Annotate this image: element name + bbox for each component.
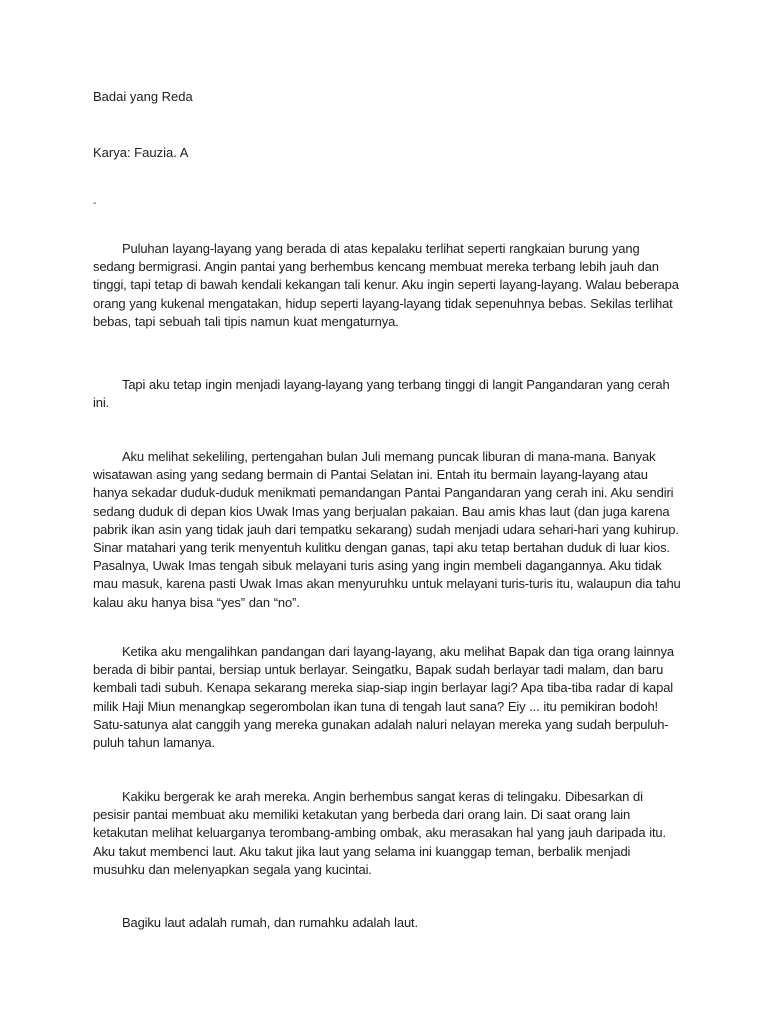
paragraph-2: Tapi aku tetap ingin menjadi layang-layang yang terbang tinggi di langit Pangandaran yang cerah ini. (93, 377, 670, 411)
author-line: Karya: Fauzia. A (93, 145, 189, 160)
paragraph-3: Aku melihat sekeliling, pertengahan bulan Juli memang puncak liburan di mana-mana. Banyak wisatawan asing yang sedang bermain di Pantai Selatan ini. Entah itu bermain layang-layang atau hanya sekadar duduk-duduk menikmati pemandangan Pantai Pangandaran yang cerah ini. Aku sendiri sedang duduk di depan kios Uwak Imas yang berjualan pakaian. Bau amis khas laut (dan juga karena pabrik ikan asin yang tidak jauh dari tempatku sekarang) sudah menjadi udara sehari-hari yang kuhirup. Sinar matahari yang terik menyentuh kulitku dengan ganas, tapi aku tetap bertahan duduk di luar kios. Pasalnya, Uwak Imas tengah sibuk melayani turis asing yang ingin membeli dagangannya. Aku tidak mau masuk, karena pasti Uwak Imas akan menyuruhku untuk melayani turis-turis itu, walaupun dia tahu kalau aku hanya bisa “yes” dan “no”. (93, 449, 681, 610)
paragraph-6: Bagiku laut adalah rumah, dan rumahku adalah laut. (122, 915, 418, 930)
separator-mark: - (93, 198, 97, 209)
paragraph-1: Puluhan layang-layang yang berada di atas kepalaku terlihat seperti rangkaian burung yang sedang bermigrasi. Angin pantai yang berhembus kencang membuat mereka terbang lebih jauh dan tinggi, tapi tetap di bawah kendali kekangan tali kenur. Aku ingin seperti layang-layang. Walau beberapa orang yang kukenal mengatakan, hidup seperti layang-layang tidak sepenuhnya bebas. Sekilas terlihat bebas, tapi sebuah tali tipis namun kuat mengaturnya. (93, 241, 679, 329)
paragraph-4: Ketika aku mengalihkan pandangan dari layang-layang, aku melihat Bapak dan tiga orang lainnya berada di bibir pantai, bersiap untuk berlayar. Seingatku, Bapak sudah berlayar tadi malam, dan baru kembali tadi subuh. Kenapa sekarang mereka siap-siap ingin berlayar lagi? Apa tiba-tiba radar di kapal milik Haji Miun menangkap segerombolan ikan tuna di tengah laut sana? Eiy ... itu pemikiran bodoh! Satu-satunya alat canggih yang mereka gunakan adalah naluri nelayan mereka yang sudah berpuluh-puluh tahun lamanya. (93, 644, 674, 751)
paragraph-5: Kakiku bergerak ke arah mereka. Angin berhembus sangat keras di telingaku. Dibesarkan di pesisir pantai membuat aku memiliki ketakutan yang berbeda dari orang lain. Di saat orang lain ketakutan melihat keluarganya terombang-ambing ombak, aku merasakan hal yang jauh daripada itu. Aku takut membenci laut. Aku takut jika laut yang selama ini kuanggap teman, berbalik menjadi musuhku dan melenyapkan segala yang kucintai. (93, 789, 666, 877)
story-title: Badai yang Reda (93, 89, 193, 104)
